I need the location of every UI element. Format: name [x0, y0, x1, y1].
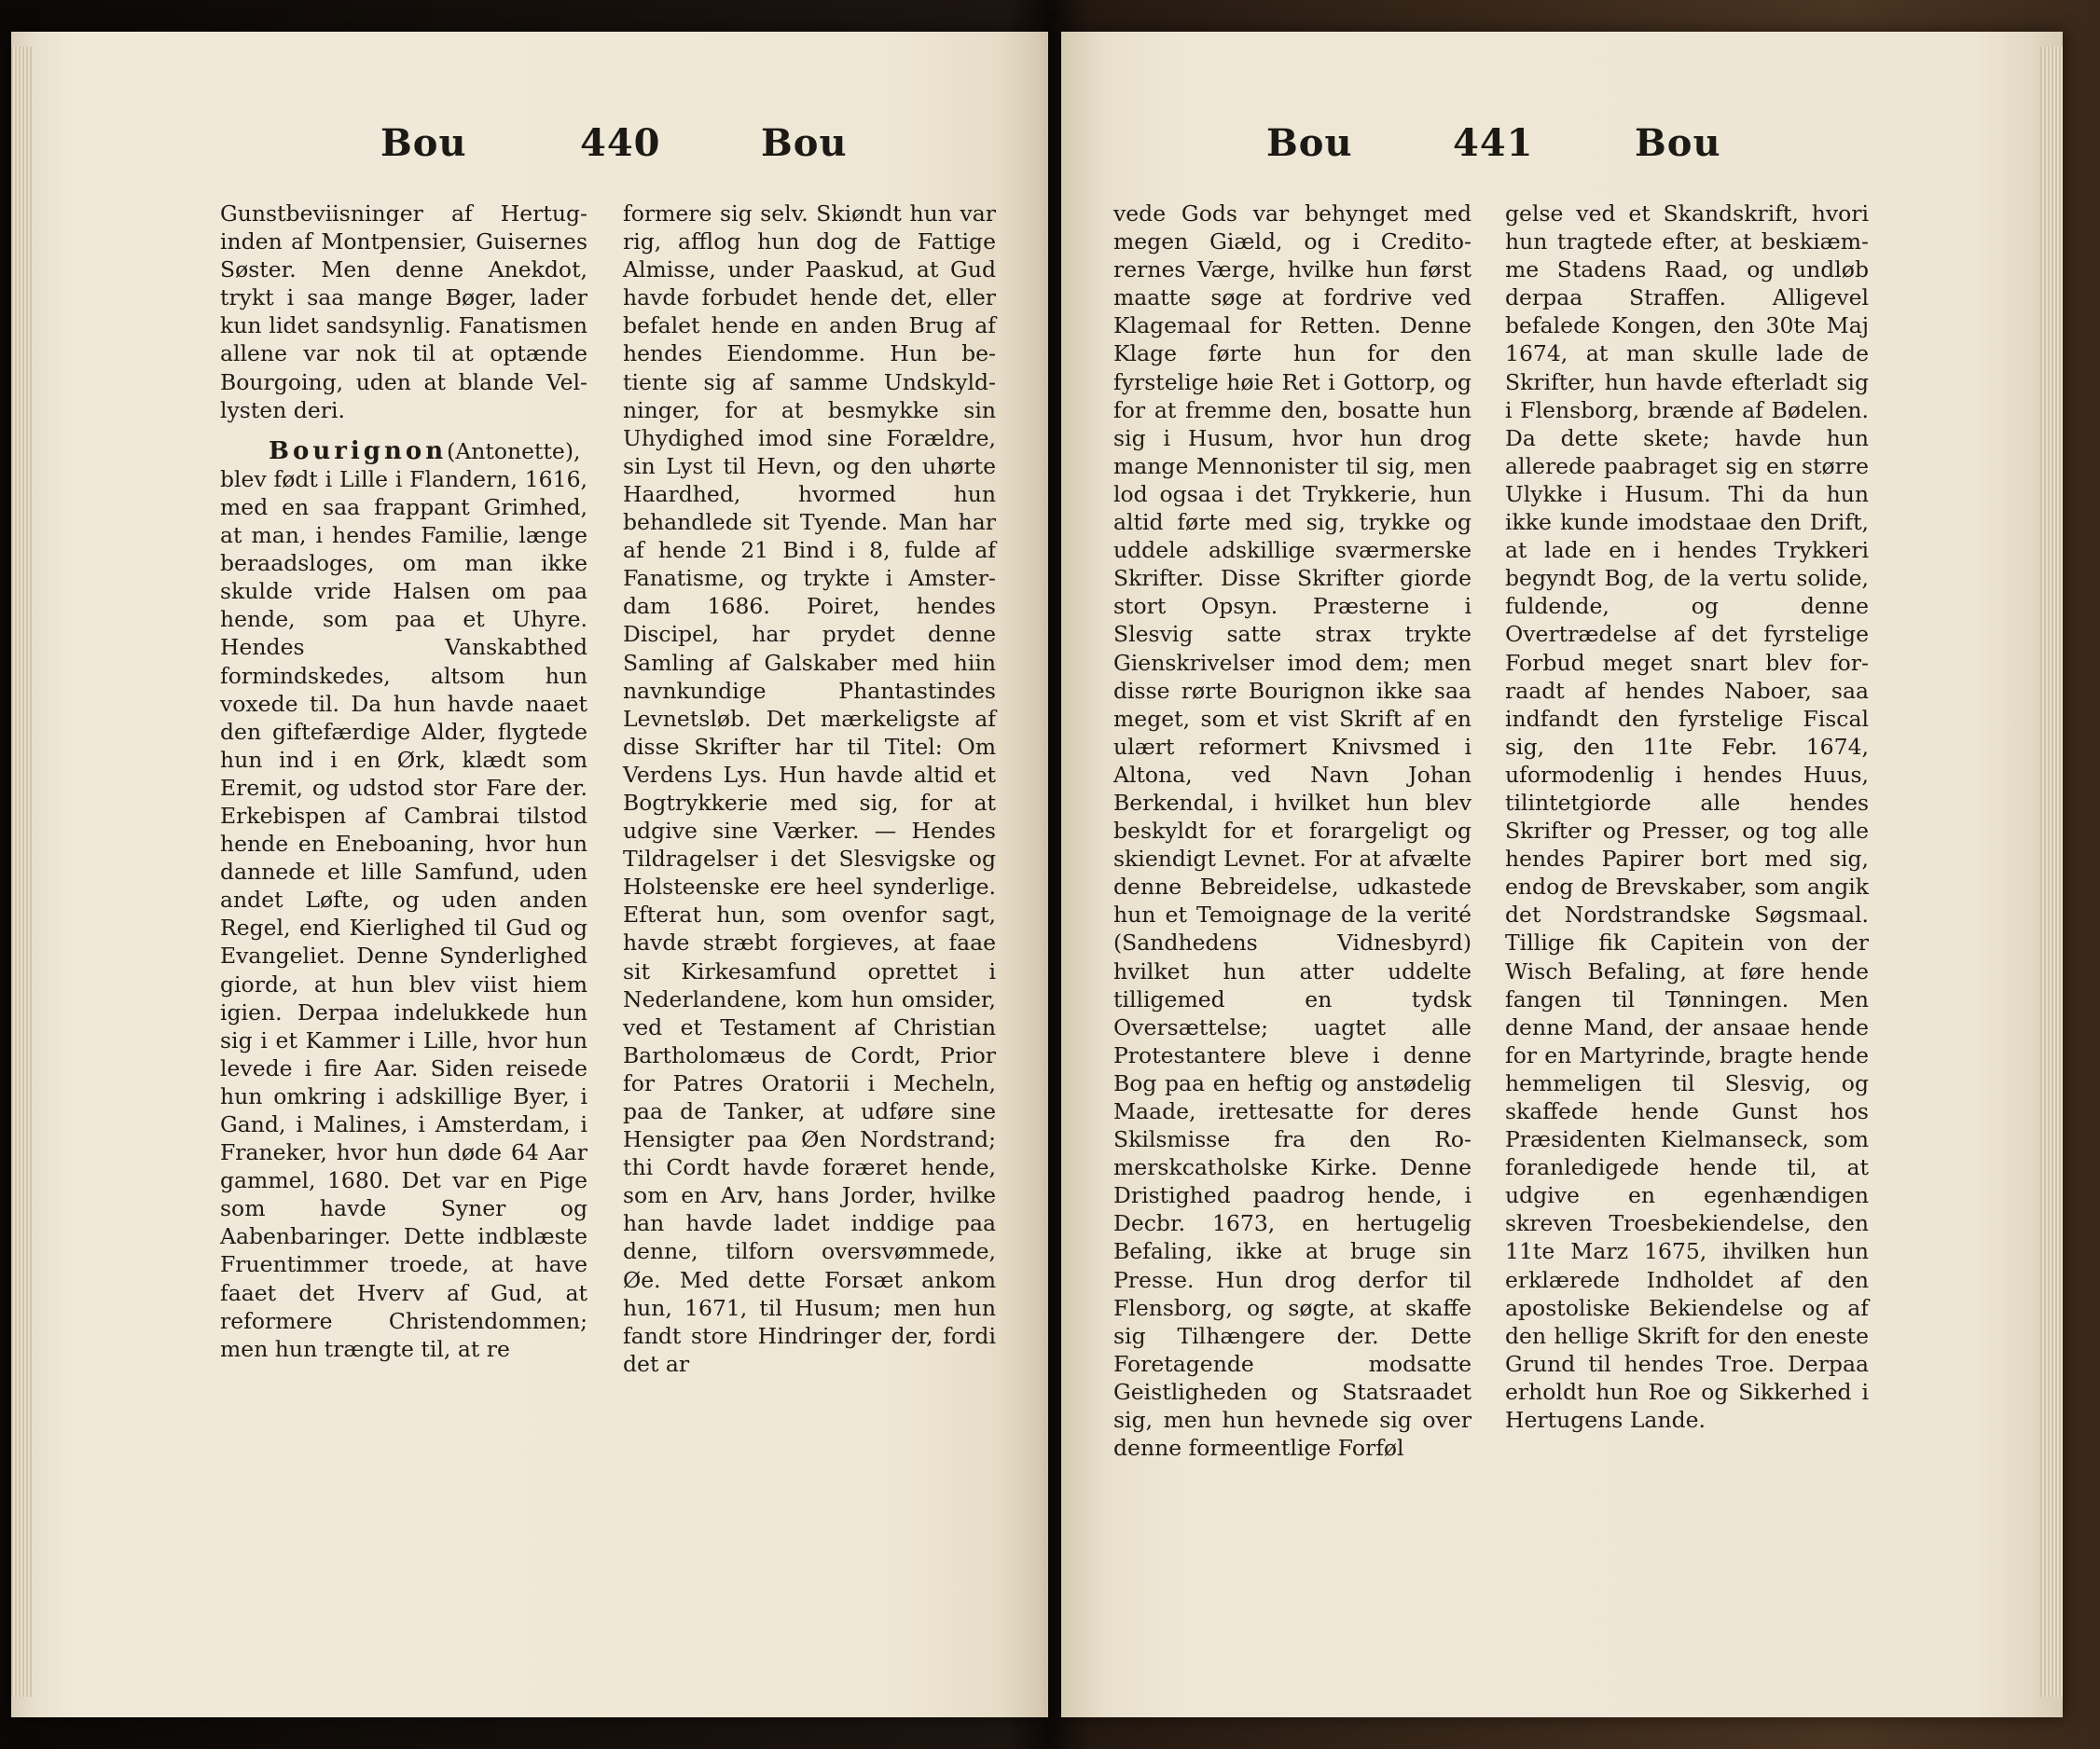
- right-page-column-2: [1505, 200, 1869, 1434]
- right-page-column-1: [1113, 200, 1471, 1462]
- right-head-word-left: Bou: [1266, 121, 1353, 165]
- entry-head-word: Bourignon: [269, 436, 448, 465]
- left-head-word-left: Bou: [380, 121, 467, 165]
- entry-bourignon: [220, 437, 587, 1363]
- left-col2-paragraph-1: formere sig selv. Skiøndt hun var rig, afflog hun dog de Fattige Almisse, under Paaskud, at Gud havde forbudet hende det, eller befalet hende en anden Brug af hendes Eiendomme. Hun betiente sig af samme Undskyldninger, for at besmykke sin Uhydighed imod sine Forældre, sin Lyst til Hevn, og den uhørte Haardhed, hvormed hun behandlede sit Tyende. Man har af hende 21 Bind i 8, fulde af Fanatisme, og trykte i Amsterdam 1686. Poiret, hendes Discipel, har prydet denne Samling af Galskaber med hiin navnkundige Phantastindes Levnetsløb. Det mærkeligste af disse Skrifter har til Titel: Om Verdens Lys. Hun havde altid et Bogtrykkerie med sig, for at udgive sine Værker. — Hendes Tildragelser i det Slesvigske og Holsteenske ere heel synderlige. Efterat hun, som ovenfor sagt, havde stræbt forgieves, at faae sit Kirkesamfund oprettet i Nederlandene, kom hun omsider, ved et Testament af Christian Bartholomæus de Cordt, Prior for Patres Oratorii i Mecheln, paa de Tanker, at udføre sine Hensigter paa Øen Nordstrand; thi Cordt havde foræret hende, som en Arv, hans Jorder, hvilke han havde ladet inddige paa denne, tilforn oversvømmede, Øe. Med dette Forsæt ankom hun, 1671, til Husum; men hun fandt store Hindringer der, fordi det ar: [623, 200, 996, 1377]
- left-head-word-right: Bou: [761, 121, 848, 165]
- right-page-edge: [2040, 47, 2063, 1697]
- left-page-edge: [11, 47, 34, 1697]
- left-page-column-1: [220, 200, 587, 1363]
- right-col2-paragraph-1: gelse ved et Skandskrift, hvori hun tragtede efter, at beskiæmme Stadens Raad, og undløb derpaa Straffen. Alligevel befalede Kongen, den 30te Maj 1674, at man skulle lade de Skrifter, hun havde efterladt sig i Flensborg, brænde af Bødelen. Da dette skete; havde hun allerede paabraget sig en større Ulykke i Husum. Thi da hun ikke kunde imodstaae den Drift, at lade en i hendes Trykkeri begyndt Bog, de la vertu solide, fuldende, og denne Overtrædelse af det fyrstelige Forbud meget snart blev forraadt af hendes Naboer, saa indfandt den fyrstelige Fiscal sig, den 11te Febr. 1674, uformodenlig i hendes Huus, tilintetgiorde alle hendes Skrifter og Presser, og tog alle hendes Papirer bort med sig, endog de Brevskaber, som angik det Nordstrandske Søgsmaal. Tillige fik Capitein von der Wisch Befaling, at føre hende fangen til Tønningen. Men denne Mand, der ansaae hende for en Martyrinde, bragte hende hemmeligen til Slesvig, og skaffede hende Gunst hos Præsidenten Kielmanseck, som foranledigede hende til, at udgive en egenhændigen skreven Troesbekiendelse, den 11te Marz 1675, ihvilken hun erklærede Indholdet af den apostoliske Bekiendelse og af den hellige Skrift for den eneste Grund til hendes Troe. Derpaa erholdt hun Roe og Sikkerhed i Hertugens Lande.: [1505, 200, 1869, 1434]
- left-col1-paragraph-1: Gunstbeviisninger af Hertuginden af Montpensier, Guisernes Søster. Men denne Anekdot, trykt i saa mange Bøger, lader kun lidet sandsynlig. Fanatismen allene var nok til at optænde Bourgoing, uden at blande Vellysten deri.: [220, 200, 587, 423]
- right-head-word-right: Bou: [1635, 121, 1721, 165]
- entry-text: (Antonette), blev født i Lille i Flandern, 1616, med en saa frappant Grimhed, at man, i hendes Familie, længe beraadsloges, om man ikke skulde vride Halsen om paa hende, som paa et Uhyre. Hendes Vanskabthed formindskedes, altsom hun voxede til. Da hun havde naaet den giftefærdige Alder, flygtede hun ind i en Ørk, klædt som Eremit, og udstod stor Fare der. Erkebispen af Cambrai tilstod hende en Eneboaning, hvor hun dannede et lille Samfund, uden andet Løfte, og uden anden Regel, end Kierlighed til Gud og Evangeliet. Denne Synderlighed giorde, at hun blev viist hiem igien. Derpaa indelukkede hun sig i et Kammer i Lille, hvor hun levede i fire Aar. Siden reisede hun omkring i adskillige Byer, i Gand, i Malines, i Amsterdam, i Franeker, hvor hun døde 64 Aar gammel, 1680. Det var en Pige som havde Syner og Aabenbaringer. Dette indblæste Fruentimmer troede, at have faaet det Hverv af Gud, at reformere Christendommen; men hun trængte til, at re: [220, 437, 587, 1362]
- right-running-head: [1061, 121, 2050, 186]
- left-page-column-2: [623, 200, 996, 1378]
- left-running-head: [56, 121, 1044, 186]
- right-page-number: 441: [1453, 121, 1534, 165]
- left-page-number: 440: [580, 121, 661, 165]
- right-col1-paragraph-1: vede Gods var behynget med megen Giæld, og i Creditorernes Værge, hvilke hun først maatte søge at fordrive ved Klagemaal for Retten. Denne Klage førte hun for den fyrstelige høie Ret i Gottorp, og for at fremme den, bosatte hun sig i Husum, hvor hun drog mange Mennonister til sig, men lod ogsaa i det Trykkerie, hun altid førte med sig, trykke og uddele adskillige sværmerske Skrifter. Disse Skrifter giorde stort Opsyn. Præsterne i Slesvig satte strax trykte Gienskrivelser imod dem; men disse rørte Bourignon ikke saa meget, som et vist Skrift af en ulært reformert Knivsmed i Altona, ved Navn Johan Berkendal, i hvilket hun blev beskyldt for et forargeligt og skiendigt Levnet. For at afvælte denne Bebreidelse, udkastede hun et Temoignage de la verité (Sandhedens Vidnesbyrd) hvilket hun atter uddelte tilligemed en tydsk Oversættelse; uagtet alle Protestantere bleve i denne Bog paa en heftig og anstødelig Maade, irettesatte for deres Skilsmisse fra den Romerskcatholske Kirke. Denne Dristighed paadrog hende, i Decbr. 1673, en hertugelig Befaling, ikke at bruge sin Presse. Hun drog derfor til Flensborg, og søgte, at skaffe sig Tilhængere der. Dette Foretagende modsatte Geistligheden og Statsraadet sig, men hun hevnede sig over denne formeentlige Forføl: [1113, 200, 1471, 1462]
